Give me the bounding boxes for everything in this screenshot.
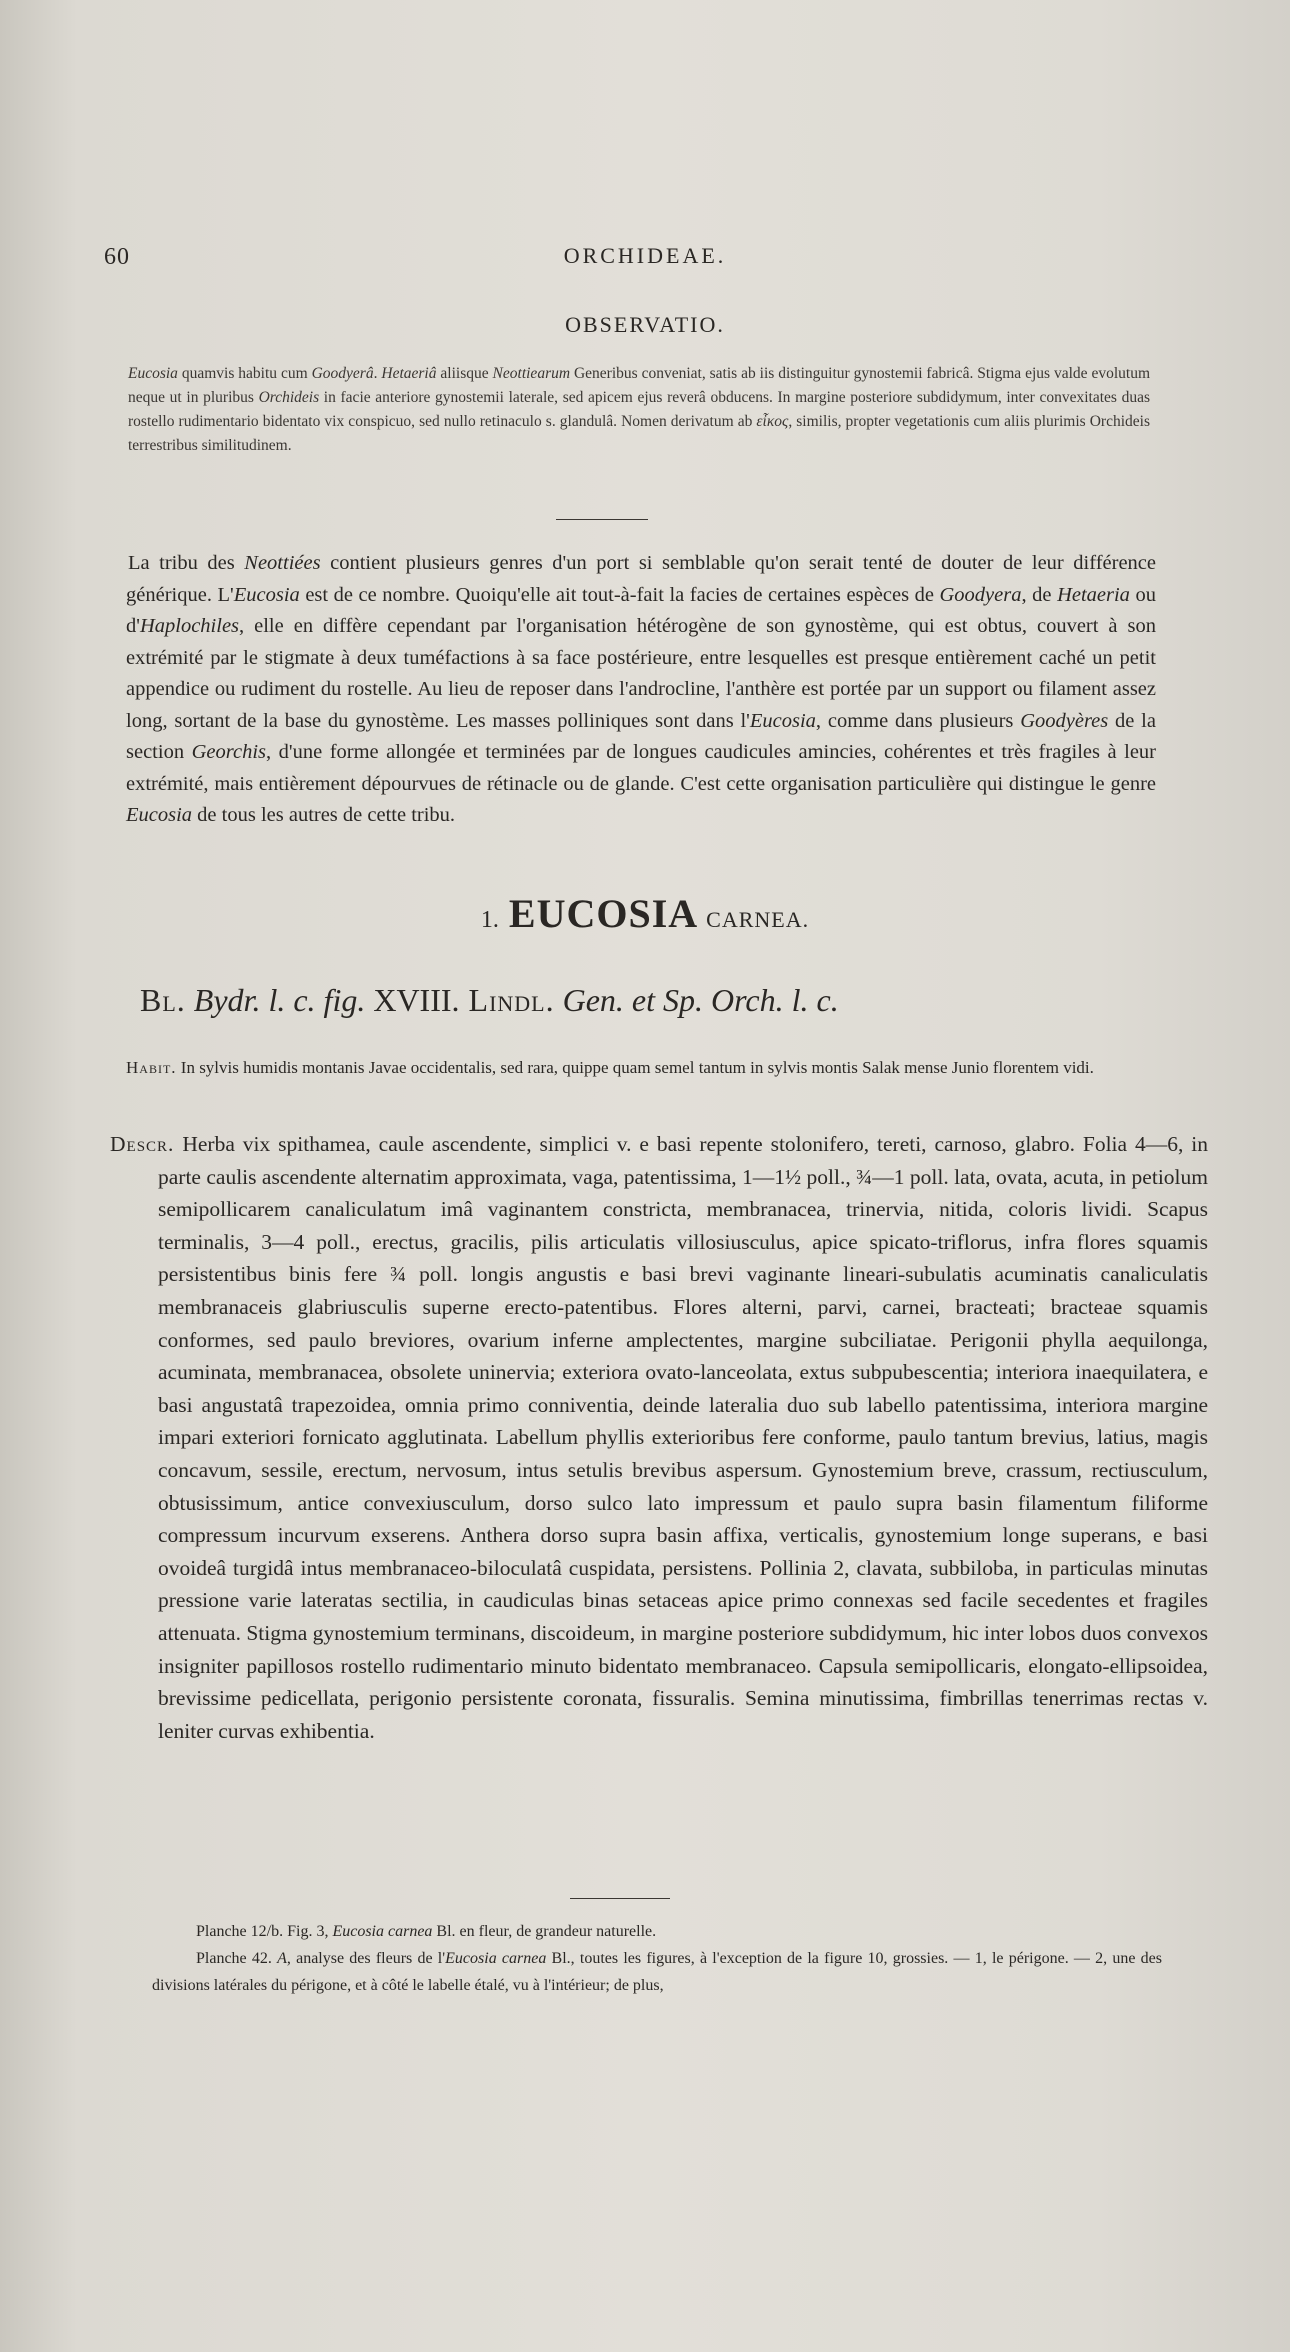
text-run: Bl. en fleur, de grandeur naturelle. (432, 1923, 657, 1940)
text-run: contient plusieurs genres d'un port si semblable qu'on serait tenté de douter de leur différence générique. L' (126, 552, 1156, 606)
observatio-paragraph (128, 362, 1150, 458)
species-name: Eucosia carnea (445, 1950, 547, 1967)
text-run: in facie anteriore gynostemii laterale, sed apicem ejus reverâ obducens. In margine posteriore subdidymum, inter convexitates duas rostello rudimentario bidentato vix conspicuo, sed nullo retinaculo s. glandulâ. Nomen derivatum ab (128, 389, 1150, 430)
section-name: Georchis (191, 741, 266, 763)
genus-name: Goodyères (1020, 709, 1109, 732)
habitat-text: In sylvis humidis montanis Javae occidentalis, sed rara, quippe quam semel tantum in sylvis montis Salak mense Junio florentem vidi. (176, 1058, 1094, 1077)
species-heading (0, 890, 1290, 937)
description-text: Herba vix spithamea, caule ascendente, simplici v. e basi repente stolonifero, tereti, carnoso, glabro. Folia 4—6, in parte caulis ascendente alternatim approximata, vaga, patentissima, 1—1½ poll., ¾—1 poll. lata, ovata, acuta, in petiolum semipollicarem canaliculatum imâ vaginantem constricta, membranacea, trinervia, nitida, coloris lividi. Scapus terminalis, 3—4 poll., erectus, gracilis, pilis articulatis villosiusculus, apice spicato-triflorus, infra flores squamis persistentibus binis fere ¾ poll. longis angustis e basi brevi vaginante lineari-subulatis acuminatis canaliculatis membranaceis glabriusculis superne erecto-patentibus. Flores alterni, parvi, carnei, bracteati; bracteae squamis conformes, sed paulo breviores, ovarium inferne amplectentes, margine subciliatae. Perigonii phylla aequilonga, acuminata, membranacea, obsolete uninervia; exteriora ovato-lanceolata, extus subpubescentia; interiora inaequilatera, e basi angustatâ trapezoidea, omnia primo conniventia, deinde lateralia duo sub labello patentissima, interiora margine impari exteriori fornicato agglutinata. Labellum phyllis exterioribus fere conforme, paulo tantum brevius, latius, magis concavum, sessile, erectum, nervosum, intus setulis brevibus aspersum. Gynostemium breve, crassum, rectiusculum, obtusissimum, antice convexiusculum, dorso sulco lato impressum et paulo supra basin filamentum filiforme compressum incurvum exserens. Anthera dorso supra basin affixa, verticalis, gynostemium longe superans, e basi ovoideâ turgidâ intus membranaceo-biloculatâ cuspidata, persistens. Pollinia 2, clavata, subbiloba, in particulas minutas pressione varie lateratas sectilia, in caudiculas binas setaceas apice primo connexas sed facile secedentes et fragiles attenuata. Stigma gynostemium terminans, discoideum, in margine posteriore subdidymum, hic inter lobos duos convexos insigniter papillosos rostello rudimentario minuto bidentato membranaceo. Capsula semipollicaris, elongato-ellipsoidea, brevissime pedicellata, perigonio persistente coronata, fissuralis. Semina minutissima, fimbrillas tenerrimas rectas v. leniter curvas exhibentia. (158, 1132, 1208, 1743)
text-run: de tous les autres de cette tribu. (192, 804, 456, 826)
genus-name: Eucosia (126, 804, 193, 826)
description-paragraph (110, 1128, 1208, 1747)
tribe-name: Neottiearum (492, 365, 571, 382)
family-name: Orchideis (258, 389, 320, 406)
text-run: . (373, 365, 382, 382)
greek-word: εἶκος (756, 413, 789, 430)
plate-captions (152, 1918, 1162, 1999)
text-run: , analyse des fleurs de l' (286, 1950, 446, 1967)
text-run: quamvis habitu cum (177, 365, 312, 382)
tribe-name: Neottiées (244, 552, 321, 574)
genus-name: Goodyera (939, 583, 1022, 606)
text-run: Bl., toutes les figures, à l'exception de la figure 10, grossies. — 1, le périgone. — 2, une des divisions latérales du périgone, et à côté le labelle étalé, vu à l'intérieur; de plus, (152, 1950, 1163, 1994)
observatio-heading: OBSERVATIO. (565, 312, 725, 337)
figure-letter: A (277, 1950, 287, 1967)
text-run: La tribu des (128, 552, 245, 574)
intro-paragraph (126, 548, 1156, 832)
page-number: 60 (104, 244, 130, 270)
text-run: aliisque (436, 365, 493, 382)
text-run: Planche 42. (196, 1950, 278, 1967)
habitat-label: Habit. (126, 1058, 177, 1077)
text-run: de la section (126, 709, 1156, 763)
genus-name: Eucosia (749, 709, 816, 732)
text-run: , de (1021, 583, 1058, 606)
text-run: , similis, propter vegetationis cum aliis plurimis Orchideis terrestribus similitudinem. (128, 413, 1150, 454)
genus-name: Eucosia (128, 365, 178, 382)
habitat-paragraph (126, 1054, 1154, 1081)
text-run: , comme dans plusieurs (815, 709, 1021, 732)
author-abbrev: Bl. (140, 982, 186, 1018)
section-divider (570, 1898, 670, 1899)
description-label: Descr. (110, 1132, 175, 1156)
author-abbrev: Lindl. (459, 982, 555, 1018)
genus-name: Eucosia (233, 583, 300, 606)
text-run: ou d' (126, 583, 1156, 637)
figure-number: XVIII. (373, 982, 460, 1018)
section-divider (556, 519, 648, 520)
species-epithet: CARNEA. (706, 907, 810, 932)
text-run: Planche 12/b. Fig. 3, (196, 1923, 333, 1940)
plate-caption-1 (152, 1918, 1162, 1945)
plate-caption-2 (152, 1945, 1162, 1999)
reference-line (140, 982, 839, 1019)
text-run: Generibus conveniat, satis ab iis distinguitur gynostemii fabricâ. Stigma ejus valde evolutum neque ut in pluribus (128, 365, 1151, 406)
genus-name: Hetaeriâ (381, 365, 437, 382)
genus-name: Goodyerâ (311, 365, 374, 382)
genus-name: Hetaeria (1057, 583, 1130, 606)
text-run: est de ce nombre. Quoiqu'elle ait tout-à-fait la facies de certaines espèces de (299, 583, 940, 606)
citation: Bydr. l. c. fig. (185, 982, 374, 1018)
genus-name: Haplochiles (139, 615, 240, 637)
species-number: 1. (480, 907, 499, 933)
text-run: , elle en diffère cependant par l'organisation hétérogène de son gynostème, qui est obtus, couvert à son extrémité par le stigmate à deux tuméfactions à sa face postérieure, entre lesquelles est presque entièrement caché un petit appendice ou rudiment du rostelle. Au lieu de reposer dans l'androcline, l'anthère est portée par un support ou filament assez long, sortant de la base du gynostème. Les masses polliniques sont dans l' (126, 615, 1156, 732)
citation: Gen. et Sp. Orch. l. c. (554, 982, 839, 1018)
text-run: , d'une forme allongée et terminées par de longues caudicules amincies, cohérentes et très fragiles à leur extrémité, mais entièrement dépourvues de rétinacle ou de glande. C'est cette organisation particulière qui distingue le genre (126, 741, 1157, 795)
species-name: Eucosia carnea (332, 1923, 433, 1940)
species-genus: EUCOSIA (508, 891, 699, 936)
running-head: ORCHIDEAE. (563, 243, 727, 268)
